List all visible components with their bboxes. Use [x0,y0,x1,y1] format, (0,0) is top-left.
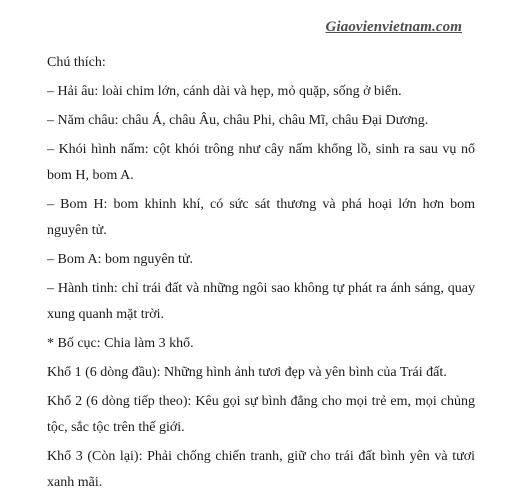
note-nam-chau: – Năm châu: châu Á, châu Âu, châu Phi, châu Mĩ, châu Đại Dương. [47,113,429,128]
stanza-3: Khổ 3 (Còn lại): Phải chống chiến tranh, giữ cho trái đất bình yên và tươi xanh mãi. [47,449,475,490]
note-khoi-hinh-nam: – Khói hình nấm: cột khói trông như cây nấm khổng lồ, sinh ra sau vụ nổ bom H, bom A. [47,142,475,183]
note-hanh-tinh: – Hành tinh: chỉ trái đất và những ngôi sao không tự phát ra ánh sáng, quay xung quanh mặt trời. [47,281,475,322]
notes-heading: Chú thích: [47,55,106,70]
stanza-2: Khổ 2 (6 dòng tiếp theo): Kêu gọi sự bình đẳng cho mọi trẻ em, mọi chủng tộc, sắc tộc trên thế giới. [47,394,475,435]
watermark-link[interactable]: Giaovienvietnam.com [325,19,462,35]
stanza-1: Khổ 1 (6 dòng đầu): Những hình ảnh tươi đẹp và yên bình của Trái đất. [47,365,447,380]
note-hai-au: – Hải âu: loài chim lớn, cánh dài và hẹp, mỏ quặp, sống ở biển. [47,84,402,99]
note-bom-a: – Bom A: bom nguyên tử. [47,252,194,267]
document-body [47,50,475,496]
note-bom-h: – Bom H: bom khinh khí, có sức sát thương và phá hoại lớn hơn bom nguyên tử. [47,197,475,238]
structure-heading: * Bố cục: Chia làm 3 khổ. [47,336,194,351]
